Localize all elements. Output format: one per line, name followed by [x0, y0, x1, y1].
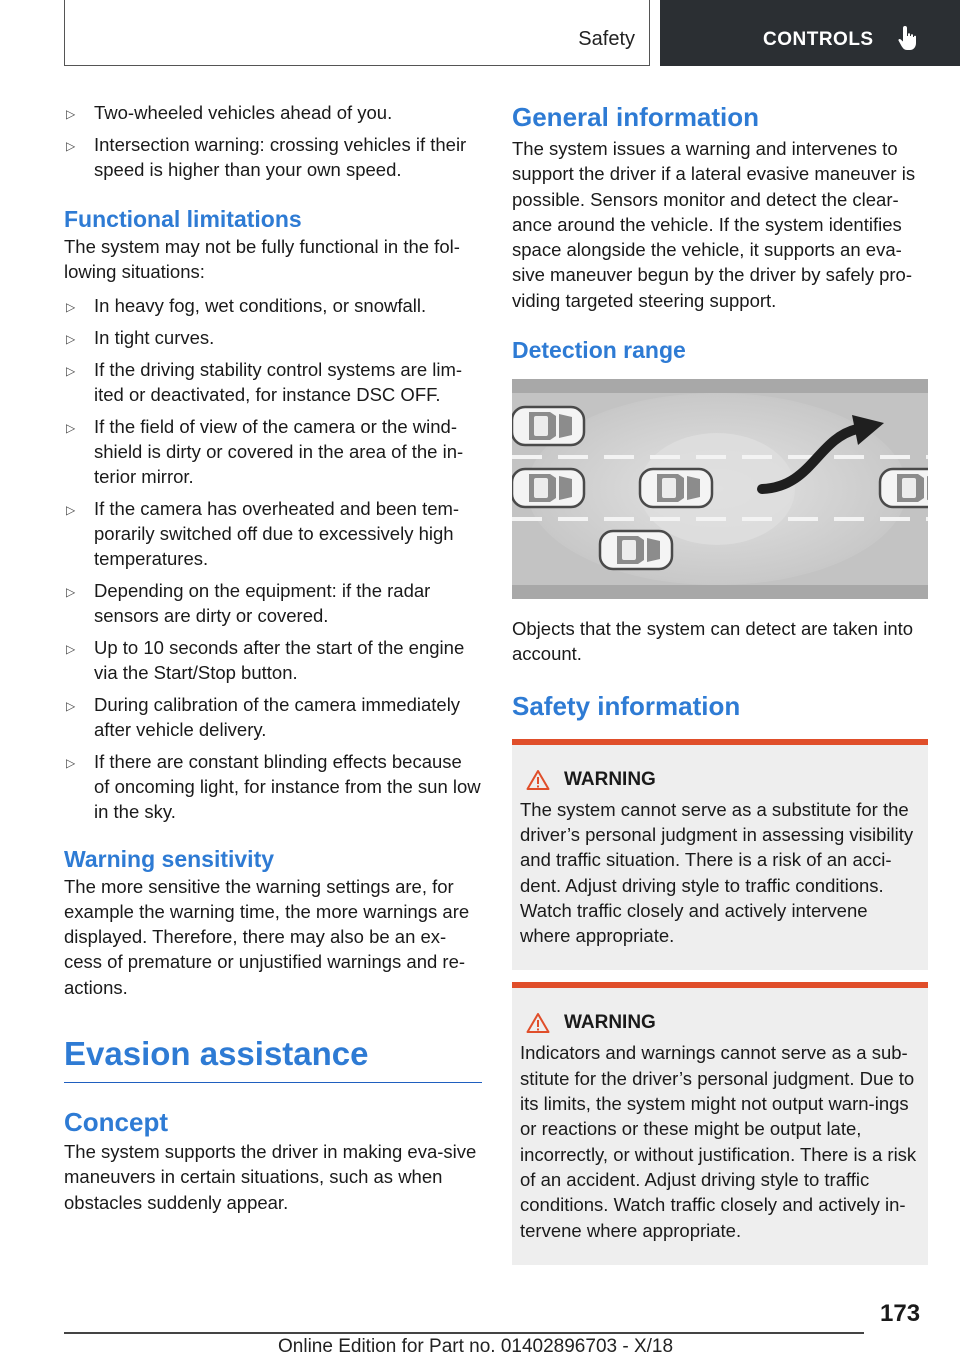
triangle-bullet-icon: ▷ — [66, 641, 76, 656]
warning-title: WARNING — [564, 1012, 656, 1034]
car-mid-left — [512, 469, 584, 507]
header-controls-tab[interactable] — [660, 0, 960, 66]
car-ahead — [880, 469, 928, 507]
triangle-bullet-icon: ▷ — [66, 331, 76, 346]
heading-safety-information: Safety information — [512, 690, 741, 721]
triangle-bullet-icon: ▷ — [66, 502, 76, 517]
page-number: 173 — [880, 1300, 921, 1327]
warning-box-2 — [512, 982, 928, 1264]
detection-range-illustration — [512, 379, 928, 599]
list-item: ▷ If the driving stability control systems are lim-ited or deactivated, for instance DSC OFF. — [66, 358, 463, 405]
triangle-bullet-icon: ▷ — [66, 107, 76, 121]
heading-evasion-assistance: Evasion assistance — [64, 1035, 369, 1073]
evasion-heading-block — [64, 1032, 482, 1083]
car-upper-left — [512, 407, 584, 445]
triangle-bullet-icon: ▷ — [66, 755, 76, 770]
concept-text: The system supports the driver in making eva-sive maneuvers in certain situations, such as when obstacles suddenly appear. — [64, 1141, 477, 1213]
heading-concept: Concept — [64, 1107, 168, 1138]
list-item: ▷ In tight curves. — [64, 325, 482, 350]
header-section-box — [64, 0, 650, 66]
left-column — [64, 100, 482, 1215]
triangle-bullet-icon: ▷ — [66, 363, 76, 378]
heading-warning-sensitivity: Warning sensitivity — [64, 845, 275, 872]
warning-text: Indicators and warnings cannot serve as a sub-stitute for the driver’s personal judgment. Due to its limits, the system might not output warn-ings or reactions or these might be output late, incorrectly, or without justification. There is a risk of an accident. Adjust driving style to traffic conditions. Watch traffic closely and actively in-tervene where appropriate. — [520, 1042, 917, 1241]
header-section-title: Safety — [578, 28, 635, 50]
list-item: ▷ In heavy fog, wet conditions, or snowfall. — [64, 293, 482, 318]
warning-sensitivity-text: The more sensitive the warning settings are, for example the warning time, the more warnings are displayed. Therefore, there may also be an ex-cess of premature or unjustified warnings and re-actions. — [64, 875, 470, 998]
heading-functional-limitations: Functional limitations — [64, 206, 302, 232]
triangle-bullet-icon: ▷ — [66, 420, 76, 435]
footer-divider — [64, 1332, 864, 1334]
heading-detection-range: Detection range — [512, 337, 686, 364]
list-item: ▷ During calibration of the camera immediately after vehicle delivery. — [66, 693, 461, 740]
detection-range-caption: Objects that the system can detect are taken into account. — [512, 618, 914, 665]
list-item: ▷ Intersection warning: crossing vehicles if their speed is higher than your own speed. — [66, 134, 467, 180]
functional-limitations-intro: The system may not be fully functional in the fol-lowing situations: — [64, 236, 460, 283]
triangle-bullet-icon: ▷ — [66, 584, 76, 599]
car-lower — [600, 531, 672, 569]
footer-edition: Online Edition for Part no. 01402896703 - X/18 — [278, 1336, 674, 1357]
car-ego — [640, 469, 712, 507]
pointing-hand-icon — [896, 24, 920, 52]
warning-box-1 — [512, 739, 928, 971]
list-item: ▷ If the field of view of the camera or the wind-shield is dirty or covered in the area of the in-terior mirror. — [66, 415, 464, 487]
warning-title: WARNING — [564, 768, 656, 790]
right-column — [512, 100, 928, 1265]
warning-triangle-icon — [526, 769, 550, 791]
triangle-bullet-icon: ▷ — [66, 139, 76, 153]
triangle-bullet-icon: ▷ — [66, 698, 76, 713]
list-item: ▷ If the camera has overheated and been tem-porarily switched off due to excessively high temperatures. — [66, 497, 460, 569]
list-item: ▷ Up to 10 seconds after the start of the engine via the Start/Stop button. — [66, 636, 465, 683]
triangle-bullet-icon: ▷ — [66, 299, 76, 314]
bullet-list-limitations — [64, 293, 482, 824]
list-item: ▷ Depending on the equipment: if the radar sensors are dirty or covered. — [66, 579, 431, 626]
warning-title-row — [526, 1012, 920, 1034]
general-information-text: The system issues a warning and intervenes to support the driver if a lateral evasive maneuver is possible. Sensors monitor and detect the clear-ance around the vehicle. If the system identifies space alongside the vehicle, it supports an eva-sive maneuver begun by the driver by safely pro-viding targeted steering support. — [512, 138, 916, 311]
heading-general-information: General information — [512, 102, 760, 132]
warning-triangle-icon — [526, 1012, 550, 1034]
header-tab-label: CONTROLS — [763, 29, 874, 50]
warning-text: The system cannot serve as a substitute for the driver’s personal judgment in assessing visibility and traffic situation. There is a risk of an acci-dent. Adjust driving style to traffic conditions. Watch traffic closely and actively intervene where appropriate. — [520, 798, 914, 947]
warning-title-row — [526, 769, 920, 791]
list-item: ▷ If there are constant blinding effects because of oncoming light, for instance from the sun low in the sky. — [66, 750, 481, 822]
bullet-list-top — [64, 100, 482, 182]
list-item: ▷ Two-wheeled vehicles ahead of you. — [64, 100, 482, 125]
